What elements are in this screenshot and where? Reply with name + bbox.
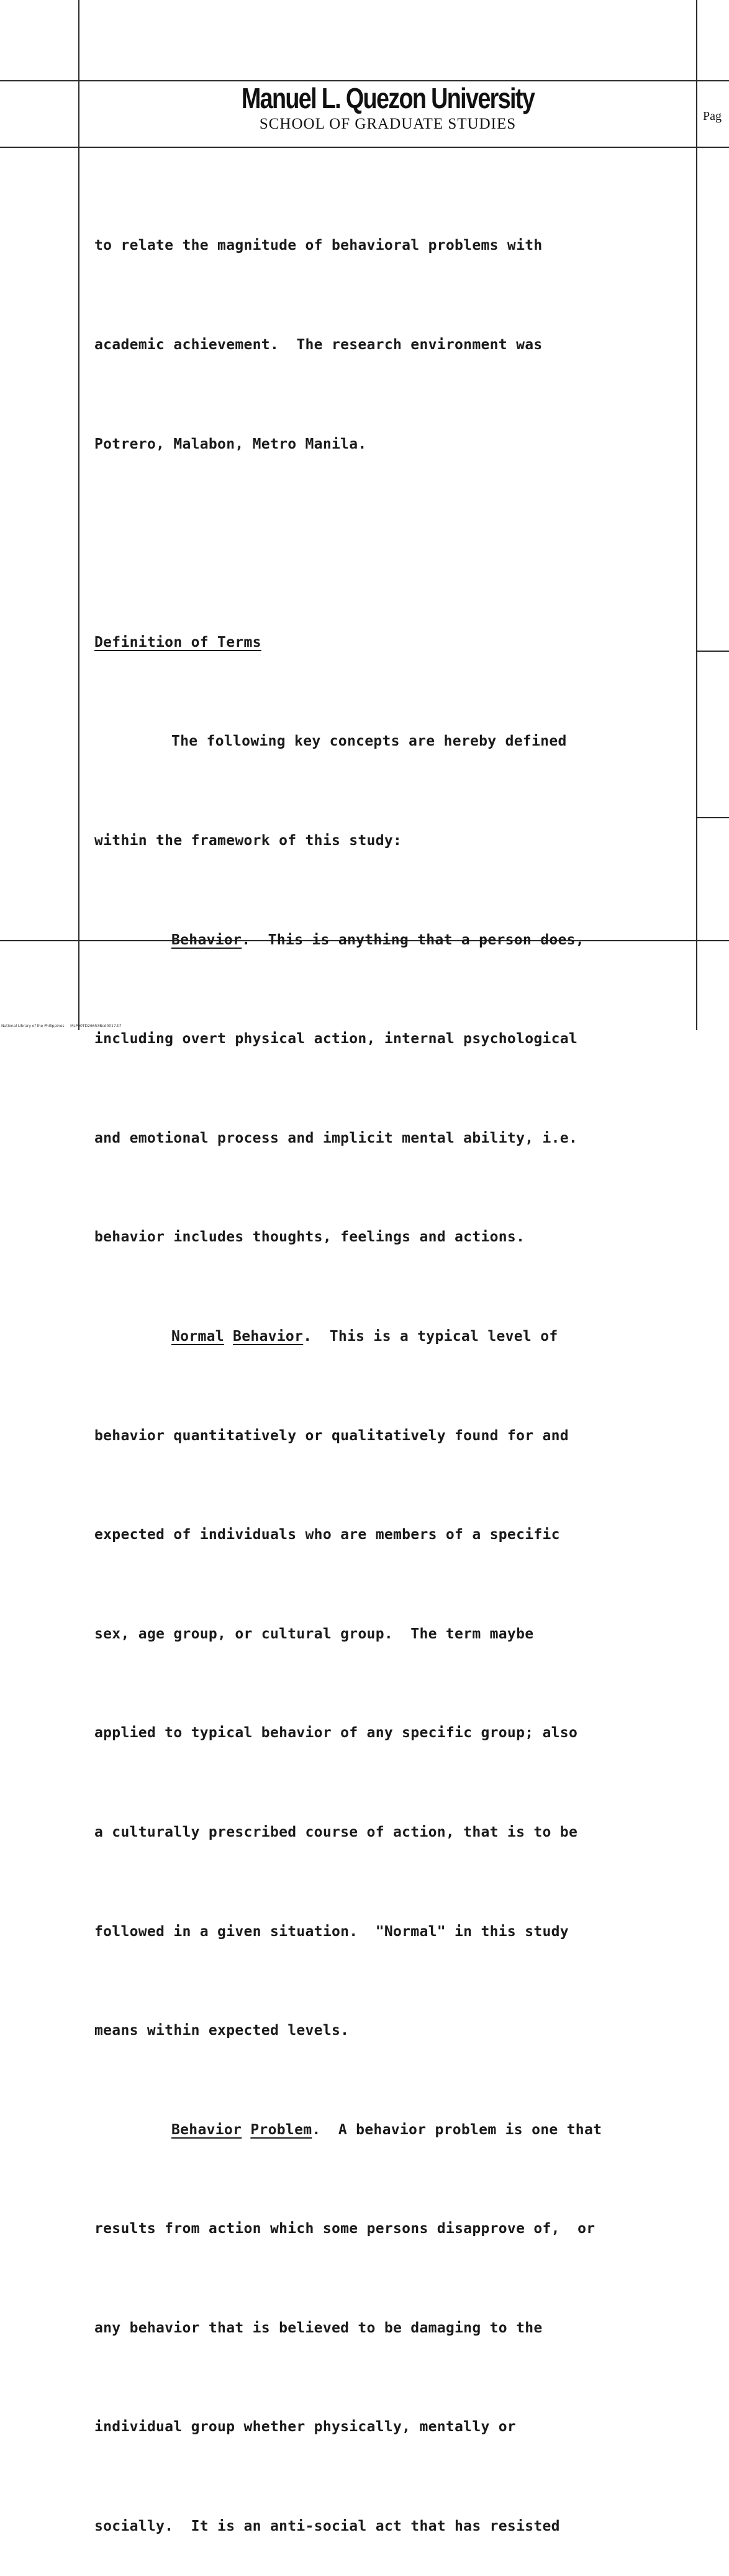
text-line: individual group whether physically, mentally or [94, 2419, 517, 2436]
text-line: A behavior problem is one that [338, 2121, 602, 2138]
term-normal: Normal [171, 1328, 224, 1345]
text-line: a culturally prescribed course of action, that is to be [94, 1824, 578, 1840]
text-line: and emotional process and implicit mental ability, i.e. [94, 1130, 578, 1146]
text-line: applied to typical behavior of any specific group; also [94, 1725, 578, 1742]
term-behavior-problem-line [94, 2114, 691, 2147]
term-period: . [303, 1328, 312, 1345]
text-line: socially. It is an anti-social act that has resisted [94, 2518, 560, 2535]
university-name: Manuel L. Quezon University [241, 82, 535, 114]
letterhead [79, 82, 696, 133]
term-behavior: Behavior [171, 931, 242, 948]
term-normal-behavior: Behavior [233, 1328, 304, 1345]
term-behavior-problem-1: Behavior [171, 2121, 242, 2138]
page-label: Pag [703, 109, 722, 123]
text-line: any behavior that is believed to be damaging to the [94, 2319, 543, 2336]
text-line: The following key concepts are hereby defined [171, 733, 567, 750]
text-line: to relate the magnitude of behavioral problems with [94, 237, 543, 254]
text-line: behavior includes thoughts, feelings and actions. [94, 1229, 525, 1246]
term-normal-behavior-line [94, 1320, 691, 1353]
school-name: SCHOOL OF GRADUATE STUDIES [259, 116, 517, 132]
text-line: This is anything that a person does, [268, 931, 584, 948]
header-bottom-rule [0, 147, 729, 148]
text-line: within the framework of this study: [94, 832, 402, 849]
term-period: . [312, 2121, 321, 2138]
term-behavior-problem-2: Problem [250, 2121, 312, 2138]
text-line: This is a typical level of [329, 1328, 558, 1345]
right-margin-rule [696, 0, 697, 1030]
right-tick-2 [696, 817, 729, 818]
scan-footer: National Library of the Philippines MLP00TD26653Bcd0017.tif [1, 1024, 121, 1028]
text-line: means within expected levels. [94, 2022, 350, 2039]
header-top-rule [0, 80, 729, 81]
term-behavior-line [94, 924, 691, 957]
text-line: expected of individuals who are members of a specific [94, 1527, 560, 1543]
document-body [94, 163, 691, 2576]
term-period: . [242, 931, 251, 948]
left-margin-rule [78, 0, 79, 1030]
text-line: behavior quantitatively or qualitatively found for and [94, 1427, 569, 1444]
text-line: including overt physical action, internal psychological [94, 1031, 578, 1048]
heading-definition-of-terms: Definition of Terms [94, 634, 261, 651]
section-heading [94, 626, 691, 659]
blank-line [94, 527, 691, 560]
text-line: academic achievement. The research environment was [94, 337, 543, 353]
text-line: Potrero, Malabon, Metro Manila. [94, 436, 367, 452]
text-line: sex, age group, or cultural group. The term maybe [94, 1625, 534, 1642]
text-line: followed in a given situation. "Normal" in this study [94, 1923, 569, 1940]
text-line: results from action which some persons disapprove of, or [94, 2221, 595, 2237]
right-tick-1 [696, 651, 729, 652]
